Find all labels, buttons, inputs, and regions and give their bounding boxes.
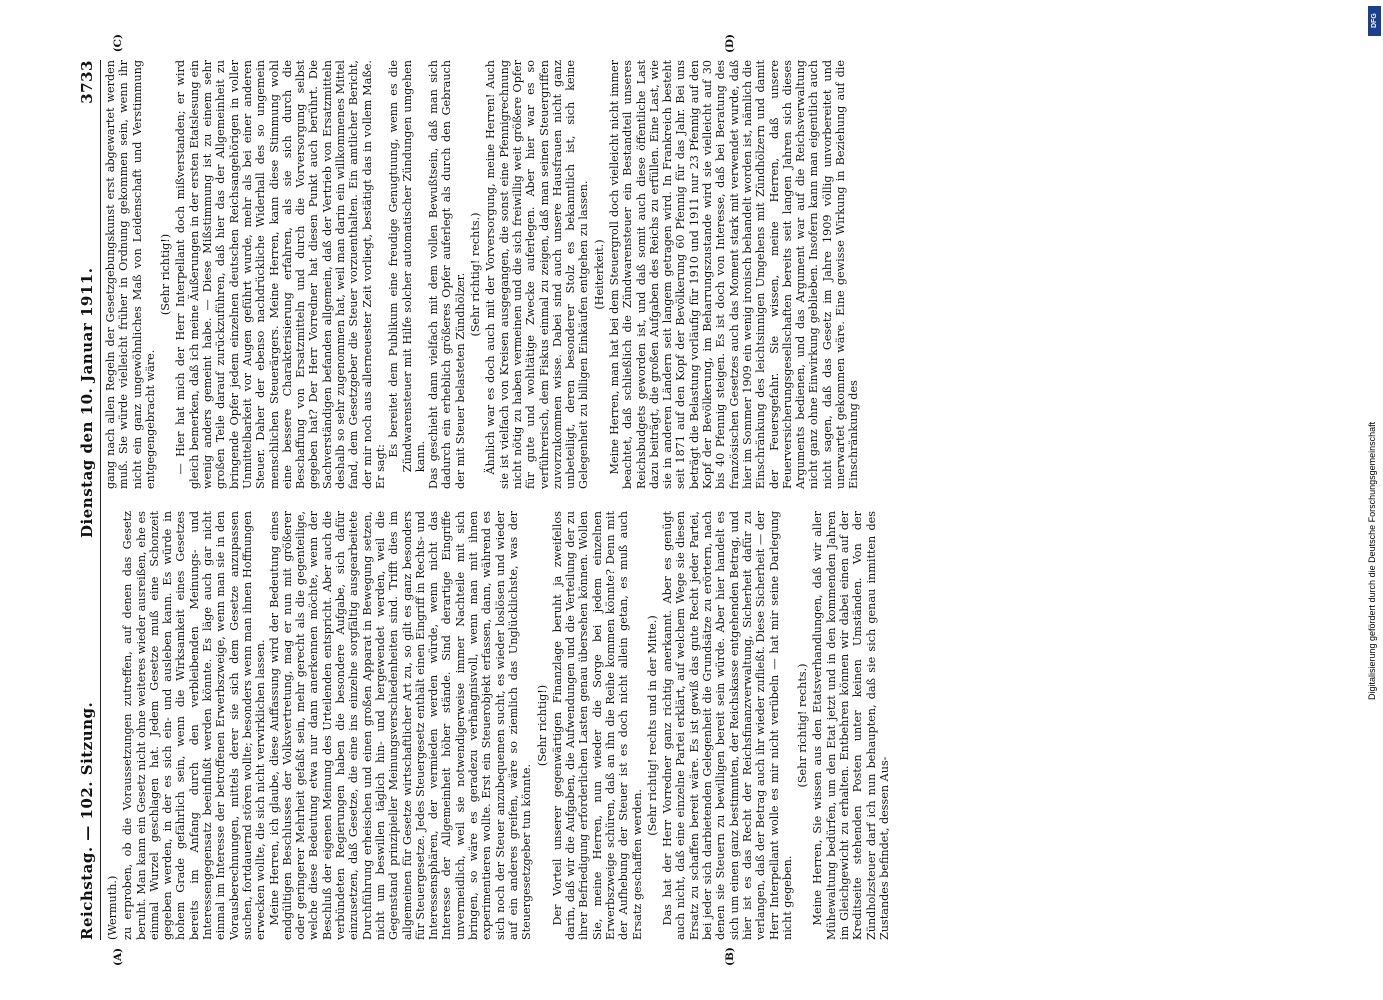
document-page <box>62 30 1322 970</box>
quotation: Es bereitet dem Publikum eine freudige Genugtuung, wenn es die Zündwarensteuer mit Hilfe solcher automatischer Zündungen umgehen kann. <box>386 60 427 473</box>
paragraph: Der Vorteil unserer gegenwärtigen Finanzlage beruht ja zweifellos darin, daß wir die Aufgaben, die Aufwendungen und die Verteilung der zu ihrer Befriedigung erforderlichen Lasten genau übersehen können. Wollen Sie, meine Herren, nun wieder die Sorge bei jedem einzelnen Erwerbszweige schüren, daß an ihn die Reihe kommen könnte? Denn mit der Aufhebung der Steuer ist es doch nicht allein getan, es muß auch Ersatz geschaffen werden. <box>550 511 644 940</box>
paragraph: zu erproben, ob die Voraussetzungen zutreffen, auf denen das Gesetz beruht. Man kann ein Gesetz nicht ohne weiteres wieder ausreißen, ehe es einmal Wurzel geschlagen hat. Jedem Gesetze muß eine Schonzeit gegeben werden, in der es sich ein- und ausleben kann. Es würde in hohem Grade gefährlich sein, wenn die Wirksamkeit eines Gesetzes bereits im Anfang durch den verbleibenden Meinungs- und Interessengegensatz beeinflußt werden könnte. Es läge auch gar nicht einmal im Interesse der betroffenen Erwerbszweige, wenn man sie in den Vorausberechnungen, mittels derer sie sich dem Gesetze anzupassen suchen, fortdauernd stören wollte; besonders wenn man ihnen Hoffnungen erwecken wollte, die sich nicht verwirklichen lassen. <box>120 511 267 940</box>
dfg-logo: DFG <box>1368 6 1381 36</box>
rotated-page <box>62 30 1322 970</box>
margin-marker-d: (D) <box>723 34 736 54</box>
paragraph: Ähnlich war es doch auch mit der Vorversorgung, meine Herren! Auch sie ist vielfach von Kreisen ausgegangen, die sonst eine Pfennigrechnung nicht nötig zu haben vermeinen und die sich freiwillig weit größere Opfer für gute und wohltätige Zwecke auferlegen. Aber hier war es so verführerisch, dem Fiskus einmal zu zeigen, daß man seinen Steuergriffen zuvorzukommen wisse. Dabei sind auch unsere Hausfrauen nicht ganz unbeteiligt, deren besonderer Stolz es bekanntlich ist, sich keine Gelegenheit zu billigen Einkäufen entgehen zu lassen. <box>483 60 590 489</box>
text-columns <box>103 34 1310 966</box>
header-left: Reichstag. — 102. Sitzung. <box>77 701 96 940</box>
margin-marker-c: (C) <box>111 34 124 53</box>
interjection: (Sehr richtig! rechts.) <box>795 663 809 788</box>
interjection: (Sehr richtig!) <box>158 233 172 316</box>
page-header <box>70 60 101 940</box>
speaker-name: (Wermuth.) <box>105 875 119 940</box>
paragraph: Das geschieht dann vielfach mit dem vollen Bewußtsein, daß man sich dadurch ein erheblich größeres Opfer auferlegt als durch den Gebrauch der mit Steuer belasteten Zündhölzer. <box>426 60 467 489</box>
right-column <box>103 34 1310 489</box>
header-date: Dienstag den 10. Januar 1911. <box>77 267 96 538</box>
interjection: (Sehr richtig!) <box>535 684 548 767</box>
left-column <box>104 511 1310 966</box>
paragraph: gang nach allen Regeln der Gesetzgebungskunst erst abgewartet werden muß. Sie würde vielleicht früher in Ordnung gekommen sein, wenn ihr nicht ein ganz ungewöhnliches Maß von Leidenschaft und Verstimmung entgegengebracht wäre. <box>103 60 157 489</box>
margin-marker-b: (B) <box>723 947 736 966</box>
interjection: (Sehr richtig! rechts.) <box>468 212 482 337</box>
paragraph: Meine Herren, man hat bei dem Steuergroll doch vielleicht nicht immer beachtet, daß schließlich die Zündwarensteuer ein Bestandteil unseres Reichsbudgets geworden ist, und daß somit auch diese öffentliche Last dazu beiträgt, die großen Aufgaben des Reichs zu erfüllen. Eine Last, wie sie in anderen Ländern seit langem getragen wird. In Frankreich besteht seit 1871 auf den Kopf der Bevölkerung 60 Pfennig für das Jahr. Bei uns beträgt die Belastung vorläufig für 1910 und 1911 nur 23 Pfennig auf den Kopf der Bevölkerung, im Beharrungszustande wird sie vielleicht auf 30 bis 40 Pfennig steigen. Es ist doch von Interesse, daß bei Beratung des französischen Gesetzes auch das Moment stark mit verwendet wurde, daß hier im Sommer 1909 ein wenig ironisch behandelt worden ist, nämlich die Einschränkung des leichtsinnigen Umgehens mit Zündhölzern und damit der Feuersgefahr. Sie wissen, meine Herren, daß unsere Feuerversicherungsgesellschaften bereits seit langen Jahren sich dieses Arguments bedienen, und das Argument war auf die Reichsverwaltung nicht ganz ohne Einwirkung geblieben. Insofern kann man eigentlich auch nicht sagen, daß das Gesetz im Jahre 1909 völlig unvorbereitet und unerwartet gekommen wäre. Eine gewisse Wirkung in Beziehung auf die Einschränkung des <box>607 60 860 489</box>
digitization-credit: Digitalisierung gefördert durch die Deutsche Forschungsgemeinschaft <box>1367 421 1377 700</box>
interjection: (Sehr richtig! rechts und in der Mitte.) <box>645 615 659 836</box>
margin-marker-a: (A) <box>111 947 124 966</box>
paragraph: Meine Herren, Sie wissen aus den Etatsverhandlungen, daß wir aller Mühewaltung bedürfen, um den Etat jetzt und in den kommenden Jahren im Gleichgewicht zu erhalten. Entbehren können wir dabei einen auf der Kreditseite stehenden Posten unter keinen Umständen. Von der Zündholzsteuer darf ich nun behaupten, daß sie sich genau inmitten des Zustandes befindet, dessen Aus- <box>810 511 891 940</box>
paragraph: Meine Herren, ich glaube, diese Auffassung wird der Bedeutung eines endgültigen Beschlusses der Volksvertretung, mag er nun mit größerer oder geringerer Mehrheit gefaßt sein, mehr gerecht als die gegenteilige, welche diese Bedeutung etwa nur dann anerkennen möchte, wenn der Beschluß der eigenen Meinung des Urteilenden entspricht. Aber auch die verbündeten Regierungen haben die besondere Aufgabe, sich dafür einzusetzen, daß Gesetze, die eine ins einzelne sorgfältig ausgearbeitete Durchführung erheischen und einen großen Apparat in Bewegung setzen, nicht um beswillen täglich hin- und hergewendet werden, weil die Gegenstand prinzipieller Meinungsverschiedenheiten sind. Trifft dies im allgemeinen für Gesetze wirtschaftlicher Art zu, so gilt es ganz besonders für Steuergesetze. Jedes Steuergesetz enthält einen Eingriff in Rechts- und Interessensphären, der vermieden werden würde, wenn nicht das Interesse der Allgemeinheit höher stände. Sind derartige Eingriffe unvermeidlich, weil sie notwendigerweise immer Nachteile mit sich bringen, so wäre es geradezu verhängnisvoll, wenn man mit ihnen experimentieren wollte. Erst ein Steuerobjekt erfassen, dann, während es sich noch der Steuer anzubequemen sucht, es wieder loslösen und wieder auf ein anderes greifen, wäre so ziemlich das Unglücklichste, was der Steuergesetzgeber tun könnte. <box>267 511 533 940</box>
page-number: 3733 <box>77 60 96 104</box>
paragraph: Das hat der Herr Vorredner ganz richtig anerkannt. Aber es genügt auch nicht, daß eine einzelne Partei erklärt, auf welchem Wege sie diesen Ersatz zu schaffen bereit wäre. Es ist gewiß das gute Recht jeder Partei, bei jeder sich darbietenden Gelegenheit die Grundsätze zu erörtern, nach denen sie Steuern zu bewilligen bereit sein würde. Aber hier handelt es sich um einen ganz bestimmten, der Reichskasse entgehenden Betrag, und hier ist es das Recht der Reichsfinanzverwaltung, Sicherheit dafür zu verlangen, daß der Betrag auch ihr wieder zufließt. Diese Sicherheit — der Herr Interpellant wolle es mir nicht verübeln — hat mir seine Darlegung nicht gegeben. <box>660 511 794 940</box>
paragraph: — Hier hat mich der Herr Interpellant doch mißverstanden; er wird gleich bemerken, daß ich meine Äußerungen in der ersten Etatslesung ein wenig anders gemeint habe. — Diese Mißstimmung ist zu einem sehr großen Teile darauf zurückzuführen, daß hier das der Allgemeinheit zu bringende Opfer jedem einzelnen deutschen Reichsangehörigen in voller Unmittelbarkeit vor Augen geführt wurde, mehr als bei einer anderen Steuer. Daher der ebenso nachdrückliche Widerhall des so ungemein menschlichen Steuerärgers. Meine Herren, kann diese Stimmung wohl eine bessere Charakterisierung erfahren, als sie sich durch die Beschaffung von Ersatzmitteln und durch die Vorversorgung selbst gegeben hat? Der Herr Vorredner hat diesen Punkt auch berührt. Die Sachverständigen befanden allgemein, daß der Vertrieb von Ersatzmitteln deshalb so sehr zugenommen hat, weil man darin ein willkommenes Mittel fand, dem Gesetzgeber die Steuer vorzuenthalten. Ein amtlicher Bericht, der mir noch aus allerneuester Zeit vorliegt, bestätigt das in vollem Maße. Er sagt: <box>173 60 387 489</box>
interjection: (Heiterkeit.) <box>592 239 606 310</box>
